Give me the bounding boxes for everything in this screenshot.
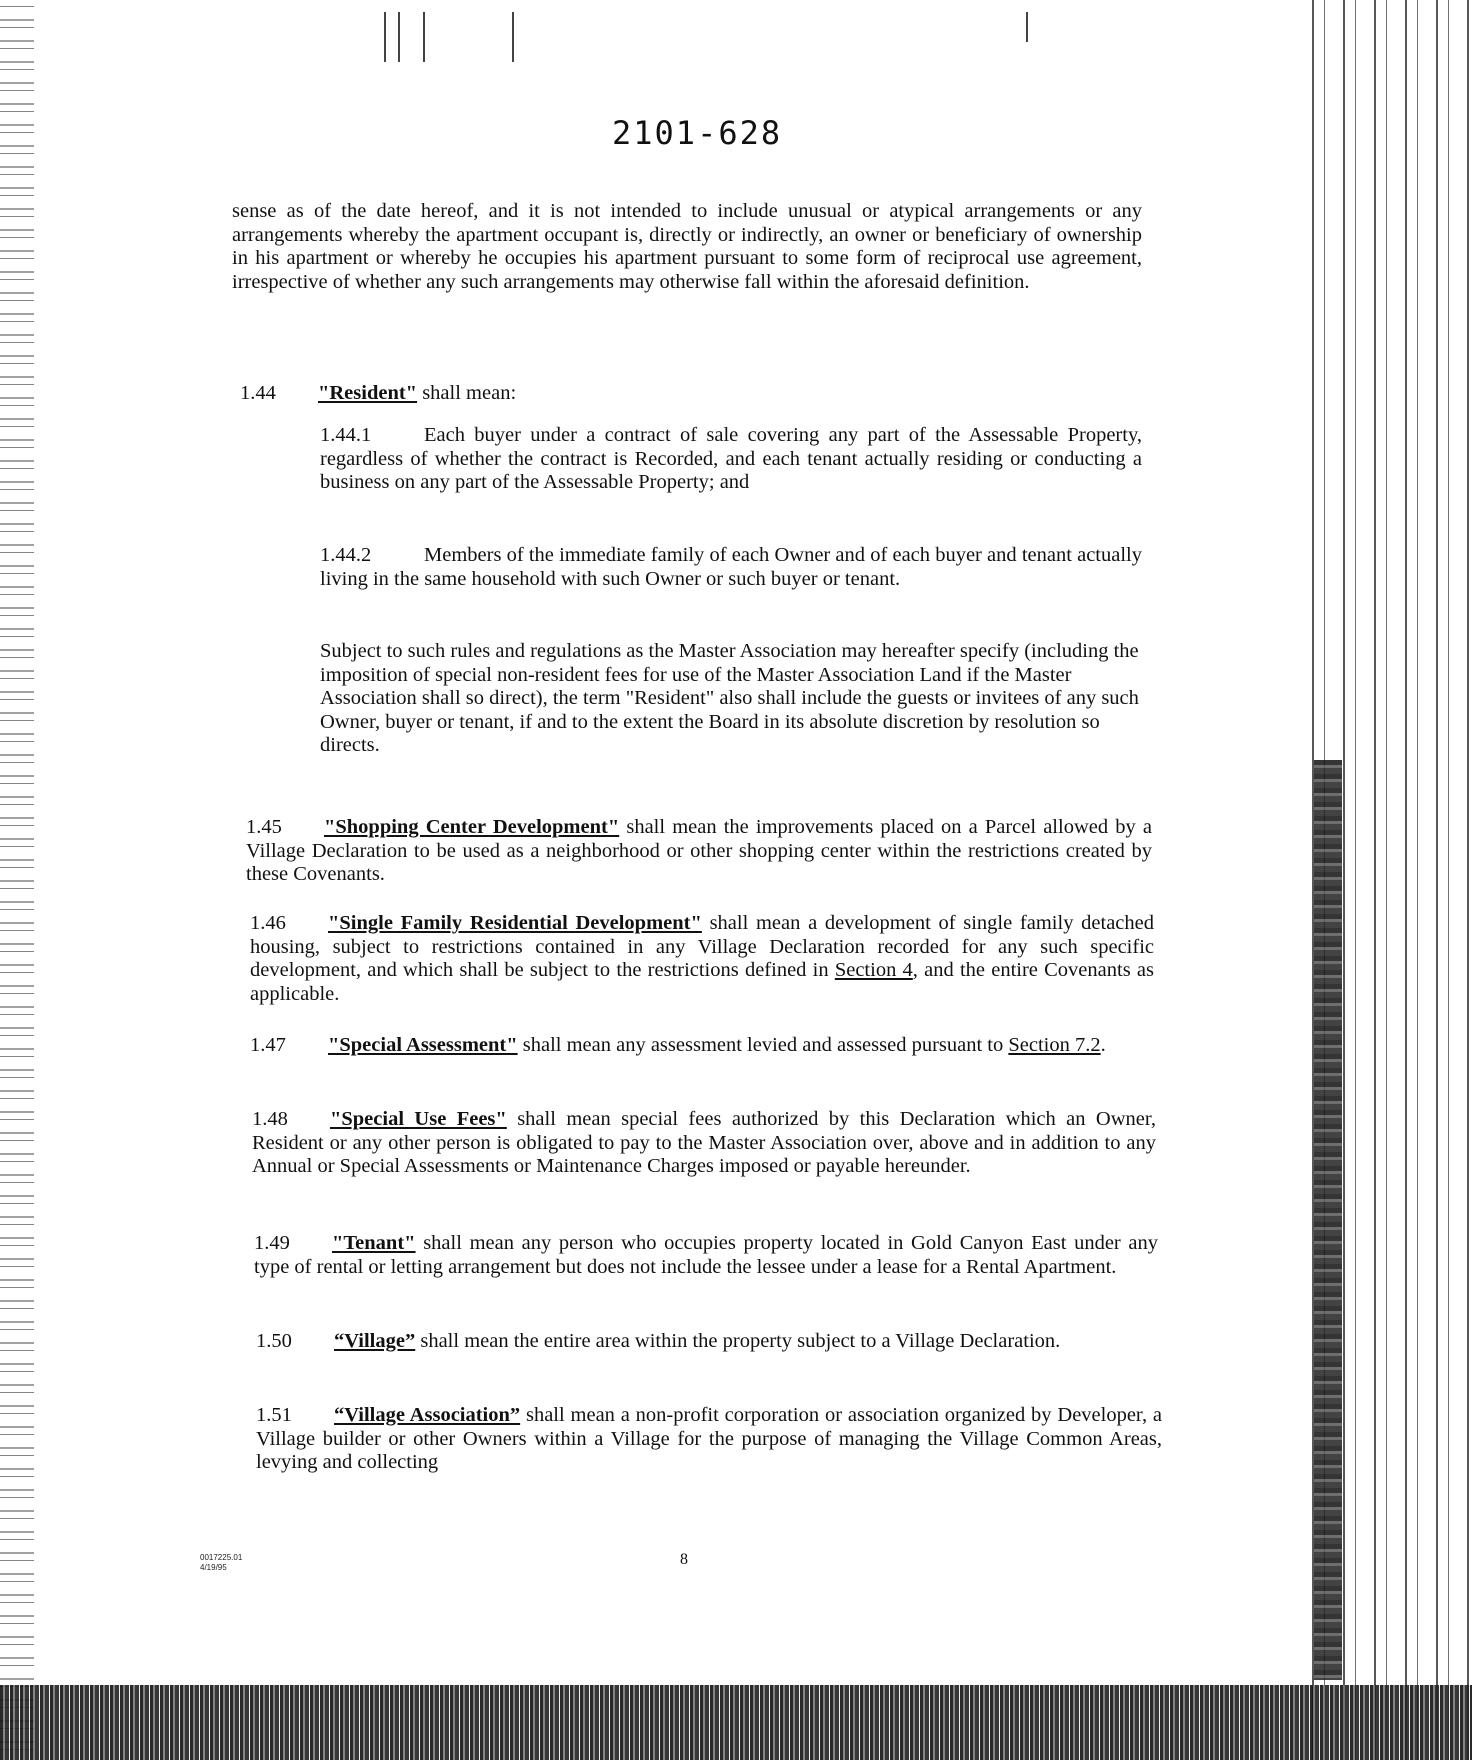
resident-guests-paragraph: Subject to such rules and regulations as the Master Association may hereafter specify (including the imposition of special non-resident fees for use of the Master Association Land if the Master Association shall so direct), the term "Resident" also shall include the guests or invitees of any such Owner, buyer or tenant, if and to the extent the Board in its absolute discretion by resolution so directs. (320, 640, 1139, 756)
subdefinition-number: 1.44.1 (320, 424, 372, 446)
subdefinition-number: 1.44.2 (320, 544, 372, 566)
definition-number: 1.51 (256, 1404, 292, 1426)
definition-1-51 (256, 1404, 1162, 1475)
footer-document-code (200, 1553, 242, 1573)
definition-text: shall mean a non-profit corporation or association organized by Developer, a Village builder or other Owners within a Village for the purpose of managing the Village Common Areas, levying and collecting (256, 1404, 1162, 1473)
defined-term: "Single Family Residential Development" (328, 912, 702, 934)
scan-artifact-left (0, 0, 34, 1760)
footer-code-line: 0017225.01 (200, 1553, 243, 1562)
definition-1-48 (252, 1108, 1156, 1179)
scan-tick (398, 12, 400, 62)
subdefinition-1-44-1 (320, 424, 1142, 495)
definition-number: 1.48 (252, 1108, 288, 1130)
scan-tick (1026, 12, 1028, 42)
definition-text: . (1100, 1034, 1106, 1056)
defined-term: "Special Use Fees" (330, 1108, 507, 1130)
definition-text: shall mean: (417, 382, 517, 404)
definition-text: shall mean a development of single family detached housing, subject to restrictions contained in any Village Declaration recorded for any such specific development, and which shall be subject to the restrictions defined in (250, 912, 1154, 981)
defined-term: "Tenant" (332, 1232, 416, 1254)
definition-1-44 (240, 382, 1140, 406)
section-reference-link[interactable]: Section 4 (834, 959, 913, 981)
scan-tick (384, 12, 386, 62)
definition-number: 1.46 (250, 912, 286, 934)
document-number: 2101-628 (612, 114, 783, 152)
subdefinition-text: Members of the immediate family of each Owner and of each buyer and tenant actually living in the same household with such Owner or such buyer or tenant. (320, 544, 1142, 590)
definition-1-46 (250, 912, 1154, 1006)
scan-tick (512, 12, 514, 62)
definition-1-50 (256, 1330, 1160, 1354)
definition-1-47 (250, 1034, 1154, 1058)
defined-term: “Village” (334, 1330, 416, 1352)
defined-term: "Shopping Center Development" (324, 816, 620, 838)
subdefinition-1-44-2 (320, 544, 1142, 591)
definition-text: shall mean special fees authorized by this Declaration which an Owner, Resident or any other person is obligated to pay to the Master Association over, above and in addition to any Annual or Special Assessments or Maintenance Charges imposed or payable hereunder. (252, 1108, 1157, 1177)
intro-paragraph: sense as of the date hereof, and it is not intended to include unusual or atypical arrangements or any arrangements whereby the apartment occupant is, directly or indirectly, an owner or beneficiary of ownership in his apartment or whereby he occupies his apartment pursuant to some form of reciprocal use agreement, irrespective of whether any such arrangements may otherwise fall within the aforesaid definition. (232, 200, 1142, 293)
definition-number: 1.45 (246, 816, 282, 838)
subdefinition-text: Each buyer under a contract of sale covering any part of the Assessable Property, regardless of whether the contract is Recorded, and each tenant actually residing or conducting a business on any part of the Assessable Property; and (320, 424, 1142, 493)
scan-artifact-right-dark (1314, 760, 1342, 1680)
definition-text: shall mean the improvements placed on a Parcel allowed by a Village Declaration to be used as a neighborhood or other shopping center within the restrictions created by these Covenants. (246, 816, 1152, 885)
definition-1-49 (254, 1232, 1158, 1279)
scan-tick (423, 12, 425, 62)
definition-1-45 (246, 816, 1152, 887)
definition-text: shall mean any assessment levied and assessed pursuant to (517, 1034, 1009, 1056)
scan-artifact-bottom (0, 1685, 1472, 1760)
definition-number: 1.50 (256, 1330, 292, 1352)
footer-date-line: 4/19/95 (200, 1563, 227, 1572)
defined-term: "Resident" (318, 382, 418, 404)
defined-term: “Village Association” (334, 1404, 521, 1426)
page-number: 8 (680, 1551, 688, 1568)
definition-number: 1.44 (240, 382, 276, 404)
definition-text: , and the entire Covenants as applicable. (250, 959, 1154, 1005)
definition-number: 1.47 (250, 1034, 286, 1056)
definition-text: shall mean any person who occupies property located in Gold Canyon East under any type of rental or letting arrangement but does not include the lessee under a lease for a Rental Apartment. (254, 1232, 1158, 1278)
section-reference-link[interactable]: Section 7.2 (1008, 1034, 1101, 1056)
defined-term: "Special Assessment" (328, 1034, 518, 1056)
definition-number: 1.49 (254, 1232, 290, 1254)
definition-text: shall mean the entire area within the property subject to a Village Declaration. (415, 1330, 1061, 1352)
